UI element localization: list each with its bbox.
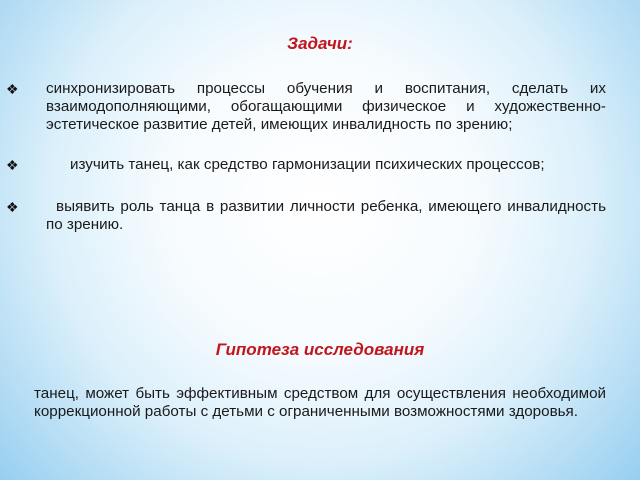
task-text: выявить роль танца в развитии личности ребенка, имеющего инвалидность по зрению. bbox=[46, 198, 606, 233]
task-item bbox=[6, 80, 606, 134]
task-text: синхронизировать процессы обучения и воспитания, сделать их взаимодополняющими, обогащающими физическое и художественно-эстетическое развитие детей, имеющих инвалидность по зрению; bbox=[46, 80, 606, 133]
hypothesis-text: танец, может быть эффективным средством для осуществления необходимой коррекционной работы с детьми с ограниченными возможностями здоровья. bbox=[34, 385, 606, 420]
tasks-list bbox=[6, 80, 606, 254]
task-text: изучить танец, как средство гармонизации психических процессов; bbox=[70, 156, 545, 173]
diamond-bullet-icon: ❖ bbox=[6, 199, 19, 215]
diamond-bullet-icon: ❖ bbox=[6, 81, 19, 97]
task-item bbox=[6, 198, 606, 234]
hypothesis-title: Гипотеза исследования bbox=[215, 340, 425, 359]
tasks-title: Задачи: bbox=[287, 34, 353, 53]
task-item bbox=[6, 156, 606, 174]
diamond-bullet-icon: ❖ bbox=[6, 157, 19, 173]
